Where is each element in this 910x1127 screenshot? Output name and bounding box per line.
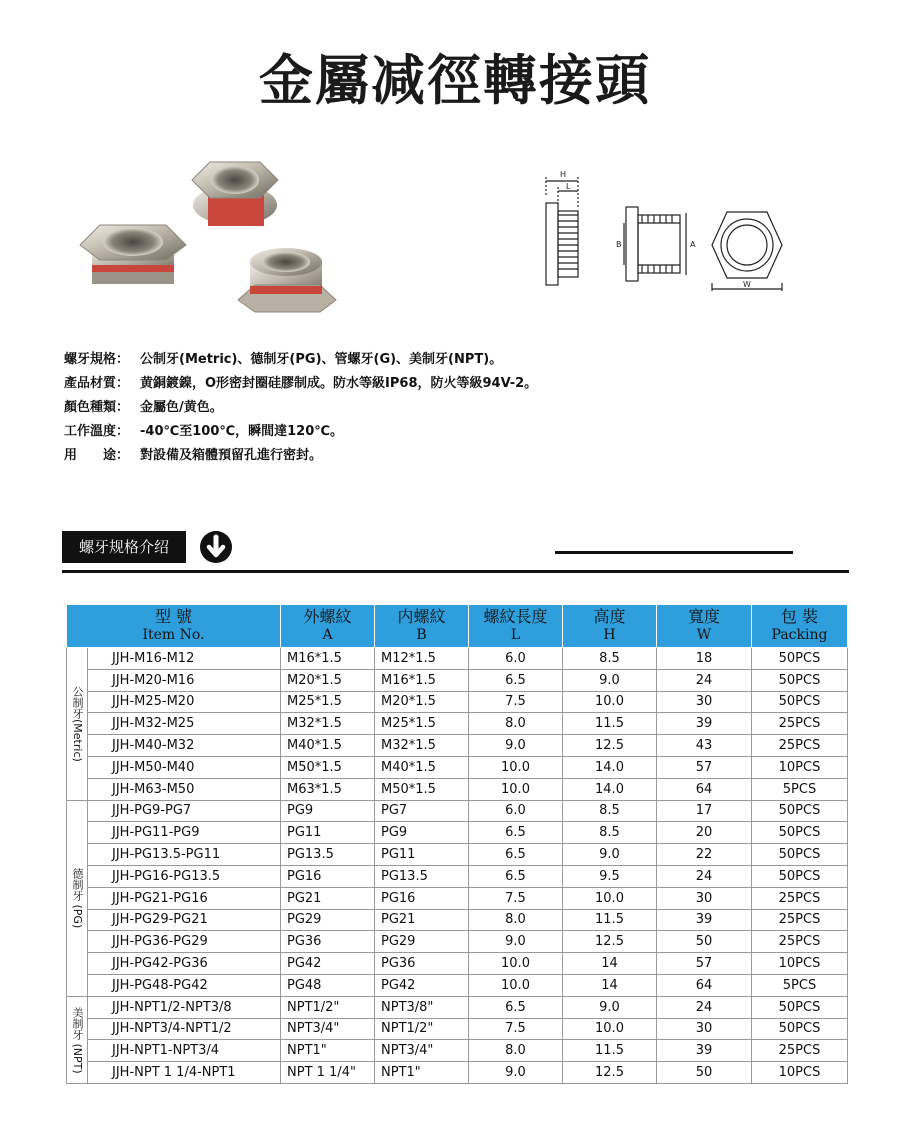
column-header-en: W xyxy=(696,627,712,643)
table-cell: 25PCS xyxy=(752,887,848,909)
table-cell: JJH-M40-M32 xyxy=(88,735,281,757)
table-row xyxy=(67,1040,848,1062)
decorative-bar xyxy=(555,551,793,554)
table-cell: 50 xyxy=(657,931,752,953)
table-cell: PG36 xyxy=(375,953,469,975)
table-cell: NPT3/4" xyxy=(375,1040,469,1062)
table-cell: 7.5 xyxy=(469,887,563,909)
table-cell: PG16 xyxy=(375,887,469,909)
table-row xyxy=(67,953,848,975)
table-cell: 11.5 xyxy=(563,713,657,735)
table-row xyxy=(67,887,848,909)
table-cell: 6.5 xyxy=(469,822,563,844)
column-header-cn: 螺紋長度 xyxy=(483,607,548,626)
table-cell: 50PCS xyxy=(752,865,848,887)
table-cell: 9.0 xyxy=(563,669,657,691)
table-cell: 9.5 xyxy=(563,865,657,887)
spec-value: -40℃至100℃，瞬間達120℃。 xyxy=(140,424,343,439)
table-cell: 7.5 xyxy=(469,691,563,713)
table-cell: 25PCS xyxy=(752,713,848,735)
table-cell: JJH-PG13.5-PG11 xyxy=(88,844,281,866)
table-cell: 12.5 xyxy=(563,735,657,757)
table-cell: JJH-M20-M16 xyxy=(88,669,281,691)
column-header-en: B xyxy=(416,627,427,643)
spec-row xyxy=(64,348,537,372)
table-cell: PG42 xyxy=(281,953,375,975)
section-divider xyxy=(62,570,849,573)
dim-h-label: H xyxy=(560,170,567,179)
spec-table xyxy=(66,604,848,1084)
table-cell: NPT1/2" xyxy=(375,1018,469,1040)
table-cell: 14.0 xyxy=(563,756,657,778)
table-row xyxy=(67,713,848,735)
table-cell: 6.5 xyxy=(469,844,563,866)
table-cell: 10.0 xyxy=(469,756,563,778)
spec-row xyxy=(64,396,537,420)
table-cell: JJH-PG9-PG7 xyxy=(88,800,281,822)
table-cell: PG42 xyxy=(375,974,469,996)
table-cell: PG11 xyxy=(281,822,375,844)
table-cell: 8.0 xyxy=(469,909,563,931)
column-header xyxy=(563,605,657,648)
dim-l-label: L xyxy=(566,182,571,191)
table-row xyxy=(67,974,848,996)
table-cell: M25*1.5 xyxy=(281,691,375,713)
table-cell: M32*1.5 xyxy=(375,735,469,757)
table-cell: NPT 1 1/4" xyxy=(281,1062,375,1084)
table-cell: 8.0 xyxy=(469,713,563,735)
thread-group-cell xyxy=(67,996,88,1083)
table-cell: PG21 xyxy=(375,909,469,931)
table-row xyxy=(67,735,848,757)
table-cell: 25PCS xyxy=(752,931,848,953)
column-header-cn: 高度 xyxy=(593,607,626,626)
table-row xyxy=(67,822,848,844)
table-cell: 14.0 xyxy=(563,778,657,800)
column-header-cn: 型 號 xyxy=(154,607,193,626)
table-cell: JJH-PG48-PG42 xyxy=(88,974,281,996)
table-cell: 18 xyxy=(657,648,752,670)
table-cell: JJH-M50-M40 xyxy=(88,756,281,778)
table-cell: PG48 xyxy=(281,974,375,996)
table-cell: JJH-NPT1-NPT3/4 xyxy=(88,1040,281,1062)
page-title: 金屬减徑轉接頭 xyxy=(259,48,651,112)
table-cell: M50*1.5 xyxy=(375,778,469,800)
table-row xyxy=(67,648,848,670)
table-cell: PG16 xyxy=(281,865,375,887)
table-cell: 10.0 xyxy=(563,691,657,713)
product-photo xyxy=(70,150,360,330)
spec-row xyxy=(64,372,537,396)
table-cell: 50PCS xyxy=(752,1018,848,1040)
table-cell: M63*1.5 xyxy=(281,778,375,800)
table-cell: M20*1.5 xyxy=(281,669,375,691)
table-row xyxy=(67,909,848,931)
table-cell: M40*1.5 xyxy=(281,735,375,757)
table-row xyxy=(67,691,848,713)
table-cell: 9.0 xyxy=(469,931,563,953)
table-cell: 50PCS xyxy=(752,800,848,822)
table-cell: 30 xyxy=(657,1018,752,1040)
table-cell: 25PCS xyxy=(752,1040,848,1062)
table-cell: 14 xyxy=(563,953,657,975)
table-cell: 12.5 xyxy=(563,1062,657,1084)
table-cell: JJH-M25-M20 xyxy=(88,691,281,713)
spec-value: 金屬色/黄色。 xyxy=(140,400,223,415)
column-header-en: Packing xyxy=(771,627,828,643)
table-cell: PG36 xyxy=(281,931,375,953)
table-cell: JJH-NPT 1 1/4-NPT1 xyxy=(88,1062,281,1084)
table-cell: 10.0 xyxy=(469,953,563,975)
table-cell: 50PCS xyxy=(752,648,848,670)
table-row xyxy=(67,800,848,822)
table-cell: PG13.5 xyxy=(281,844,375,866)
table-cell: 5PCS xyxy=(752,778,848,800)
table-cell: NPT3/4" xyxy=(281,1018,375,1040)
spec-key: 工作溫度： xyxy=(64,424,130,439)
column-header xyxy=(281,605,375,648)
table-cell: 9.0 xyxy=(563,844,657,866)
table-cell: 8.5 xyxy=(563,822,657,844)
table-row xyxy=(67,1018,848,1040)
table-row xyxy=(67,669,848,691)
table-cell: 12.5 xyxy=(563,931,657,953)
table-cell: 6.0 xyxy=(469,648,563,670)
table-cell: 10.0 xyxy=(563,1018,657,1040)
table-cell: 64 xyxy=(657,974,752,996)
column-header-en: Item No. xyxy=(142,627,205,643)
table-cell: 50PCS xyxy=(752,691,848,713)
column-header xyxy=(469,605,563,648)
spec-value: 公制牙(Metric)、德制牙(PG)、管螺牙(G)、美制牙(NPT)。 xyxy=(140,352,503,367)
table-cell: 6.0 xyxy=(469,800,563,822)
table-cell: JJH-PG29-PG21 xyxy=(88,909,281,931)
table-cell: NPT1/2" xyxy=(281,996,375,1018)
table-cell: 6.5 xyxy=(469,996,563,1018)
table-cell: 57 xyxy=(657,953,752,975)
table-cell: 7.5 xyxy=(469,1018,563,1040)
table-cell: 43 xyxy=(657,735,752,757)
thread-group-cell xyxy=(67,648,88,801)
spec-list xyxy=(64,348,537,468)
table-cell: 8.5 xyxy=(563,648,657,670)
table-cell: 10PCS xyxy=(752,953,848,975)
section-label: 螺牙规格介绍 xyxy=(62,531,186,563)
table-cell: 22 xyxy=(657,844,752,866)
dim-a-label: A xyxy=(690,240,696,249)
spec-key: 用 途： xyxy=(64,448,130,463)
table-cell: 10PCS xyxy=(752,1062,848,1084)
table-row xyxy=(67,778,848,800)
spec-value: 對設備及箱體預留孔進行密封。 xyxy=(140,448,323,463)
column-header-en: L xyxy=(510,627,521,643)
table-cell: 24 xyxy=(657,865,752,887)
arrow-down-circle-icon xyxy=(199,530,233,564)
column-header-cn: 外螺紋 xyxy=(303,607,352,626)
column-header-en: A xyxy=(322,627,333,643)
table-cell: PG9 xyxy=(281,800,375,822)
table-cell: 30 xyxy=(657,887,752,909)
technical-drawing xyxy=(530,165,810,295)
thread-group-label: 美制牙 (NPT) xyxy=(71,1006,84,1074)
table-cell: M12*1.5 xyxy=(375,648,469,670)
table-cell: PG13.5 xyxy=(375,865,469,887)
table-cell: 39 xyxy=(657,909,752,931)
table-cell: M32*1.5 xyxy=(281,713,375,735)
table-cell: 10PCS xyxy=(752,756,848,778)
table-cell: 9.0 xyxy=(563,996,657,1018)
table-cell: M50*1.5 xyxy=(281,756,375,778)
spec-row xyxy=(64,444,537,468)
thread-group-label: 公制牙(Metric) xyxy=(71,685,84,762)
table-cell: NPT3/8" xyxy=(375,996,469,1018)
table-cell: 24 xyxy=(657,669,752,691)
table-cell: 5PCS xyxy=(752,974,848,996)
spec-key: 產品材質： xyxy=(64,376,130,391)
table-row xyxy=(67,756,848,778)
table-cell: PG29 xyxy=(281,909,375,931)
table-cell: JJH-M32-M25 xyxy=(88,713,281,735)
spec-key: 顏色種類： xyxy=(64,400,130,415)
table-cell: JJH-PG21-PG16 xyxy=(88,887,281,909)
dim-b-label: B xyxy=(616,240,622,249)
table-cell: M40*1.5 xyxy=(375,756,469,778)
table-cell: 8.5 xyxy=(563,800,657,822)
table-cell: 24 xyxy=(657,996,752,1018)
table-cell: JJH-M16-M12 xyxy=(88,648,281,670)
table-cell: PG29 xyxy=(375,931,469,953)
table-cell: JJH-PG16-PG13.5 xyxy=(88,865,281,887)
table-cell: 11.5 xyxy=(563,909,657,931)
spec-value: 黄銅鍍鎳，O形密封圈硅膠制成。防水等級IP68，防火等級94V-2。 xyxy=(140,376,538,391)
table-cell: M16*1.5 xyxy=(375,669,469,691)
table-header-row xyxy=(67,605,848,648)
table-cell: PG21 xyxy=(281,887,375,909)
table-cell: JJH-PG36-PG29 xyxy=(88,931,281,953)
thread-group-cell xyxy=(67,800,88,996)
column-header-cn: 内螺紋 xyxy=(397,607,446,626)
table-cell: 6.5 xyxy=(469,865,563,887)
table-cell: NPT1" xyxy=(375,1062,469,1084)
column-header xyxy=(67,605,281,648)
table-row xyxy=(67,996,848,1018)
spec-row xyxy=(64,420,537,444)
table-cell: PG9 xyxy=(375,822,469,844)
table-cell: 14 xyxy=(563,974,657,996)
table-cell: JJH-M63-M50 xyxy=(88,778,281,800)
table-cell: 20 xyxy=(657,822,752,844)
table-cell: 6.5 xyxy=(469,669,563,691)
table-cell: 9.0 xyxy=(469,735,563,757)
table-cell: 39 xyxy=(657,1040,752,1062)
table-cell: 30 xyxy=(657,691,752,713)
table-cell: 64 xyxy=(657,778,752,800)
table-row xyxy=(67,1062,848,1084)
table-cell: M20*1.5 xyxy=(375,691,469,713)
table-cell: 11.5 xyxy=(563,1040,657,1062)
table-cell: JJH-NPT3/4-NPT1/2 xyxy=(88,1018,281,1040)
dim-w-label: W xyxy=(743,280,751,289)
table-cell: 8.0 xyxy=(469,1040,563,1062)
column-header-cn: 寬度 xyxy=(687,607,720,626)
table-cell: JJH-PG11-PG9 xyxy=(88,822,281,844)
table-cell: 57 xyxy=(657,756,752,778)
thread-group-label: 德制牙 (PG) xyxy=(71,868,84,929)
table-row xyxy=(67,844,848,866)
table-cell: 10.0 xyxy=(469,974,563,996)
column-header-en: H xyxy=(603,627,616,643)
table-cell: NPT1" xyxy=(281,1040,375,1062)
table-cell: 50 xyxy=(657,1062,752,1084)
table-cell: 17 xyxy=(657,800,752,822)
table-cell: 50PCS xyxy=(752,996,848,1018)
table-cell: 25PCS xyxy=(752,909,848,931)
table-cell: 50PCS xyxy=(752,669,848,691)
table-cell: 39 xyxy=(657,713,752,735)
spec-key: 螺牙規格： xyxy=(64,352,130,367)
table-cell: 10.0 xyxy=(563,887,657,909)
table-cell: PG7 xyxy=(375,800,469,822)
table-cell: 50PCS xyxy=(752,822,848,844)
column-header-cn: 包 裝 xyxy=(780,607,819,626)
table-cell: 50PCS xyxy=(752,844,848,866)
table-cell: M25*1.5 xyxy=(375,713,469,735)
column-header xyxy=(657,605,752,648)
table-cell: 9.0 xyxy=(469,1062,563,1084)
table-cell: M16*1.5 xyxy=(281,648,375,670)
column-header xyxy=(375,605,469,648)
table-row xyxy=(67,865,848,887)
table-cell: PG11 xyxy=(375,844,469,866)
table-cell: 25PCS xyxy=(752,735,848,757)
table-cell: 10.0 xyxy=(469,778,563,800)
column-header xyxy=(752,605,848,648)
table-cell: JJH-PG42-PG36 xyxy=(88,953,281,975)
table-cell: JJH-NPT1/2-NPT3/8 xyxy=(88,996,281,1018)
table-row xyxy=(67,931,848,953)
